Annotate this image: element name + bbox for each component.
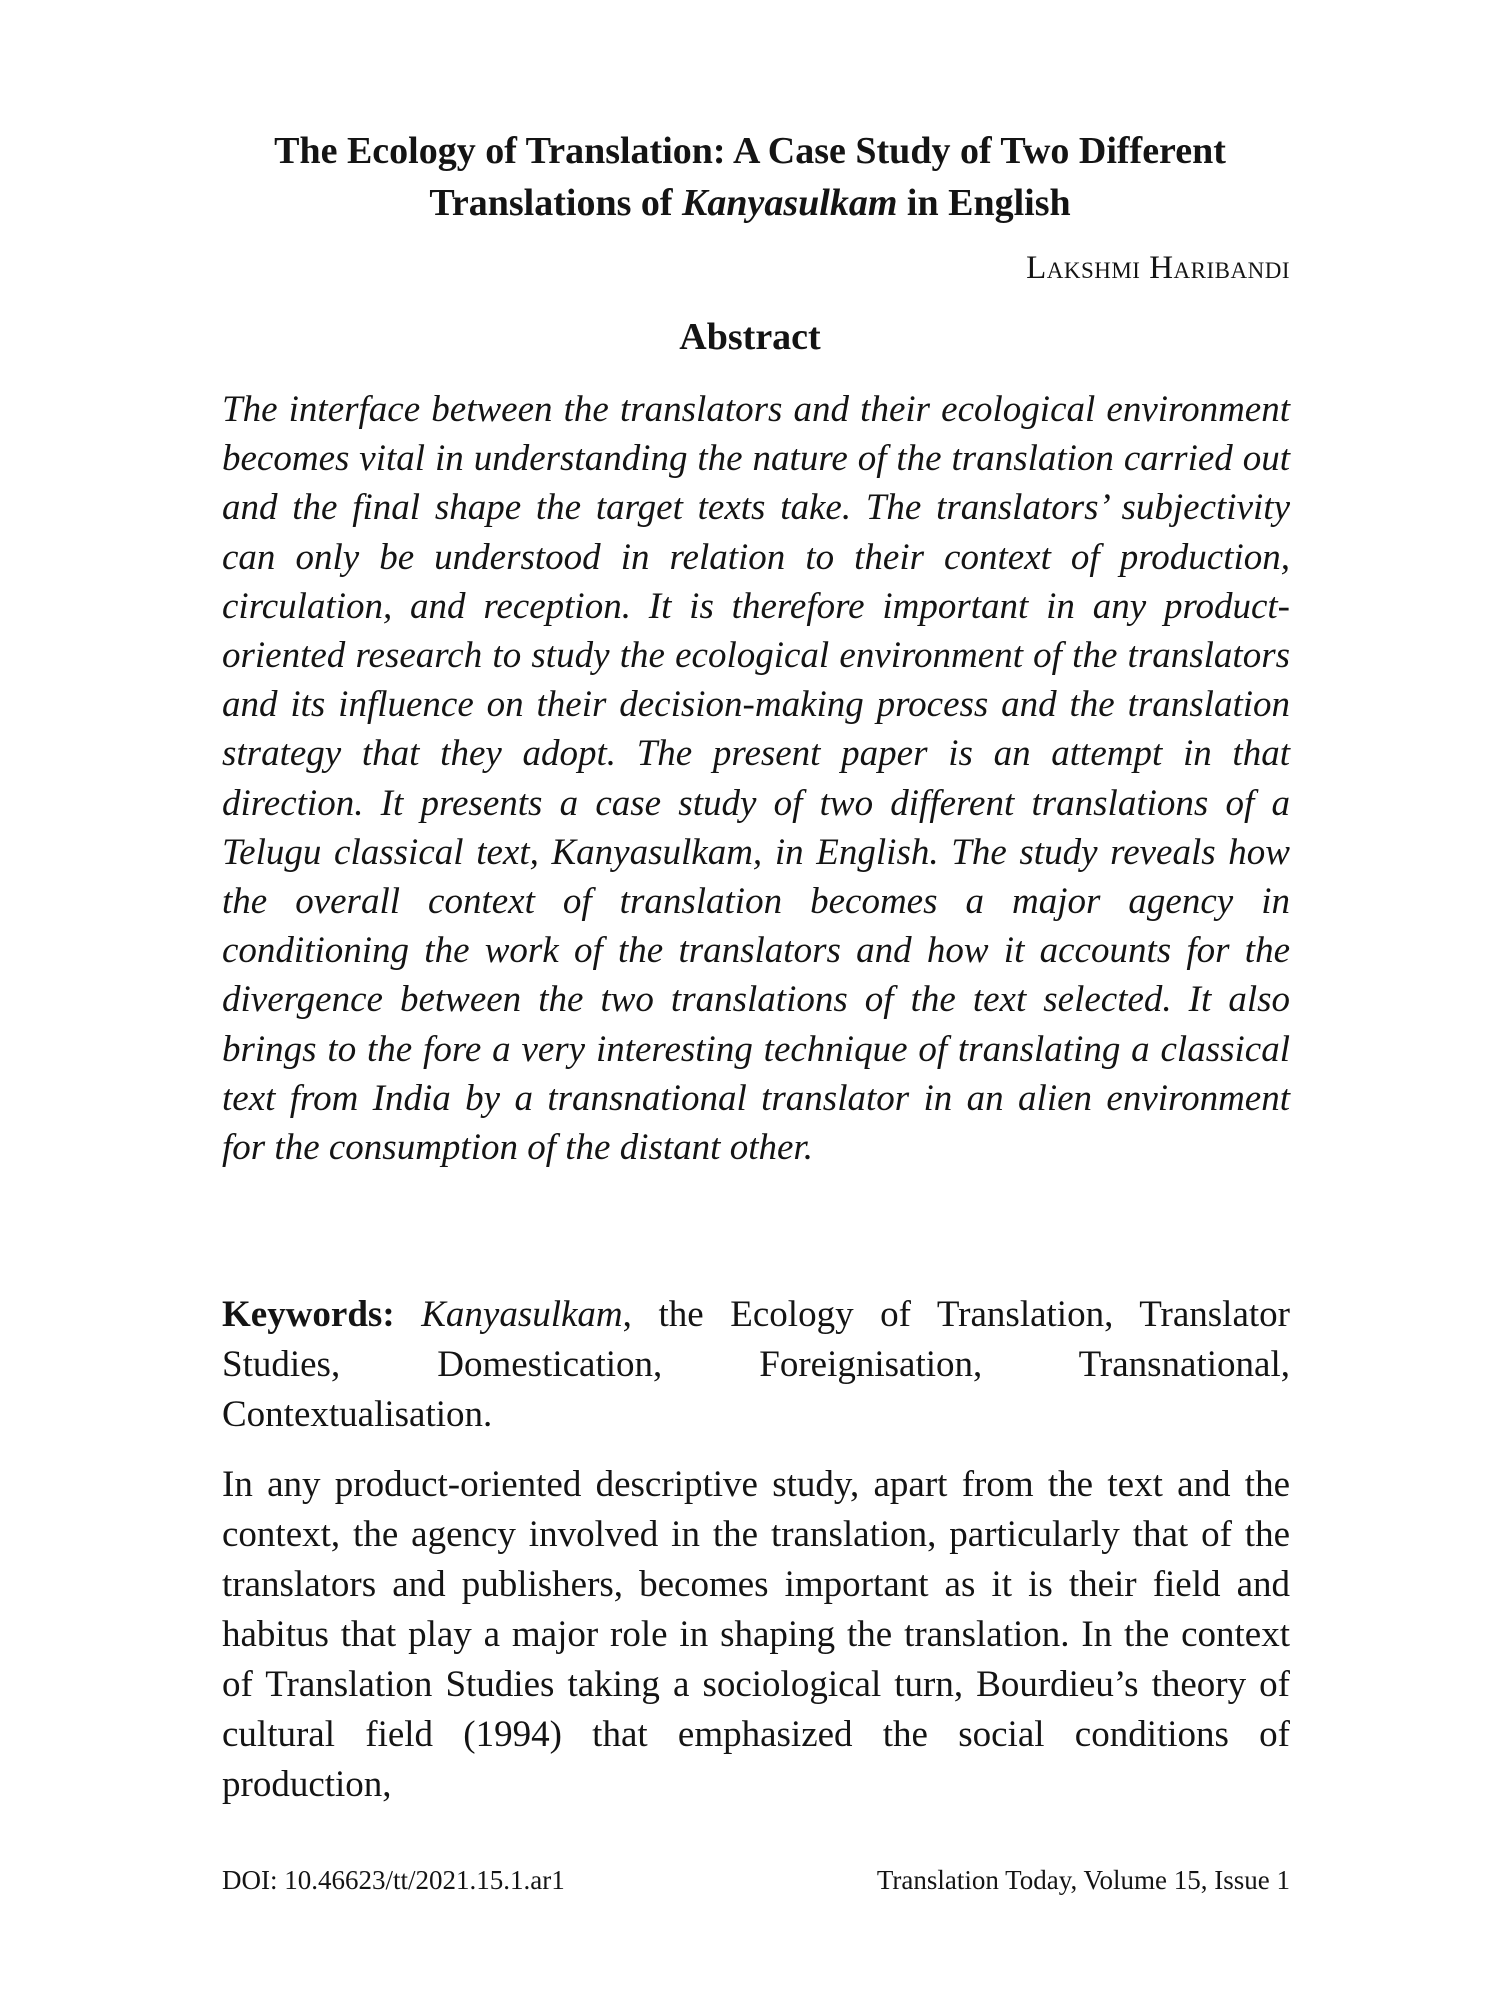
abstract-heading: Abstract xyxy=(679,316,821,358)
author-name: Lakshmi Haribandi xyxy=(1026,250,1290,286)
journal-info: Translation Today, Volume 15, Issue 1 xyxy=(876,1865,1290,1895)
keyword-first: Kanyasulkam xyxy=(421,1294,623,1335)
title-line-2-prefix: Translations of xyxy=(429,182,683,224)
body-paragraph: In any product-oriented descriptive study, apart from the text and the context, the agency involved in the translation, particularly that of the translators and publishers, becomes important as it is their field and habitus that play a major role in shaping the translation. In the context of Translation Studies taking a sociological turn, Bourdieu’s theory of cultural field (1994) that emphasized the social conditions of production, xyxy=(222,1464,1290,1805)
title-line-1: The Ecology of Translation: A Case Study of Two Different xyxy=(274,130,1226,172)
abstract-text: The interface between the translators and their ecological environment becomes vital in understanding the nature of the translation carried out and the final shape the target texts take. The translators’ subjectivity can only be understood in relation to their context of production, circulation, and reception. It is therefore important in any product-oriented research to study the ecological environment of the translators and its influence on their decision-making process and the translation strategy that they adopt. The present paper is an attempt in that direction. It presents a case study of two different translations of a Telugu classical text, Kanyasulkam, in English. The study reveals how the overall context of translation becomes a major agency in conditioning the work of the translators and how it accounts for the divergence between the two translations of the text selected. It also brings to the fore a very interesting technique of translating a classical text from India by a transnational translator in an alien environment for the consumption of the distant other. xyxy=(222,389,1290,1169)
keywords-label: Keywords: xyxy=(222,1294,395,1335)
doi-text: DOI: 10.46623/tt/2021.15.1.ar1 xyxy=(222,1865,565,1895)
article-title xyxy=(200,125,1300,229)
keywords xyxy=(222,1290,1290,1440)
title-line-2-suffix: in English xyxy=(897,182,1071,224)
title-line-2 xyxy=(200,177,1300,229)
title-italic-work: Kanyasulkam xyxy=(682,182,898,224)
keywords-rest: , the Ecology of Translation, Translator Studies, Domestication, Foreignisation, Transnational, Contextualisation. xyxy=(222,1294,1290,1435)
page-footer xyxy=(222,1865,1290,1896)
